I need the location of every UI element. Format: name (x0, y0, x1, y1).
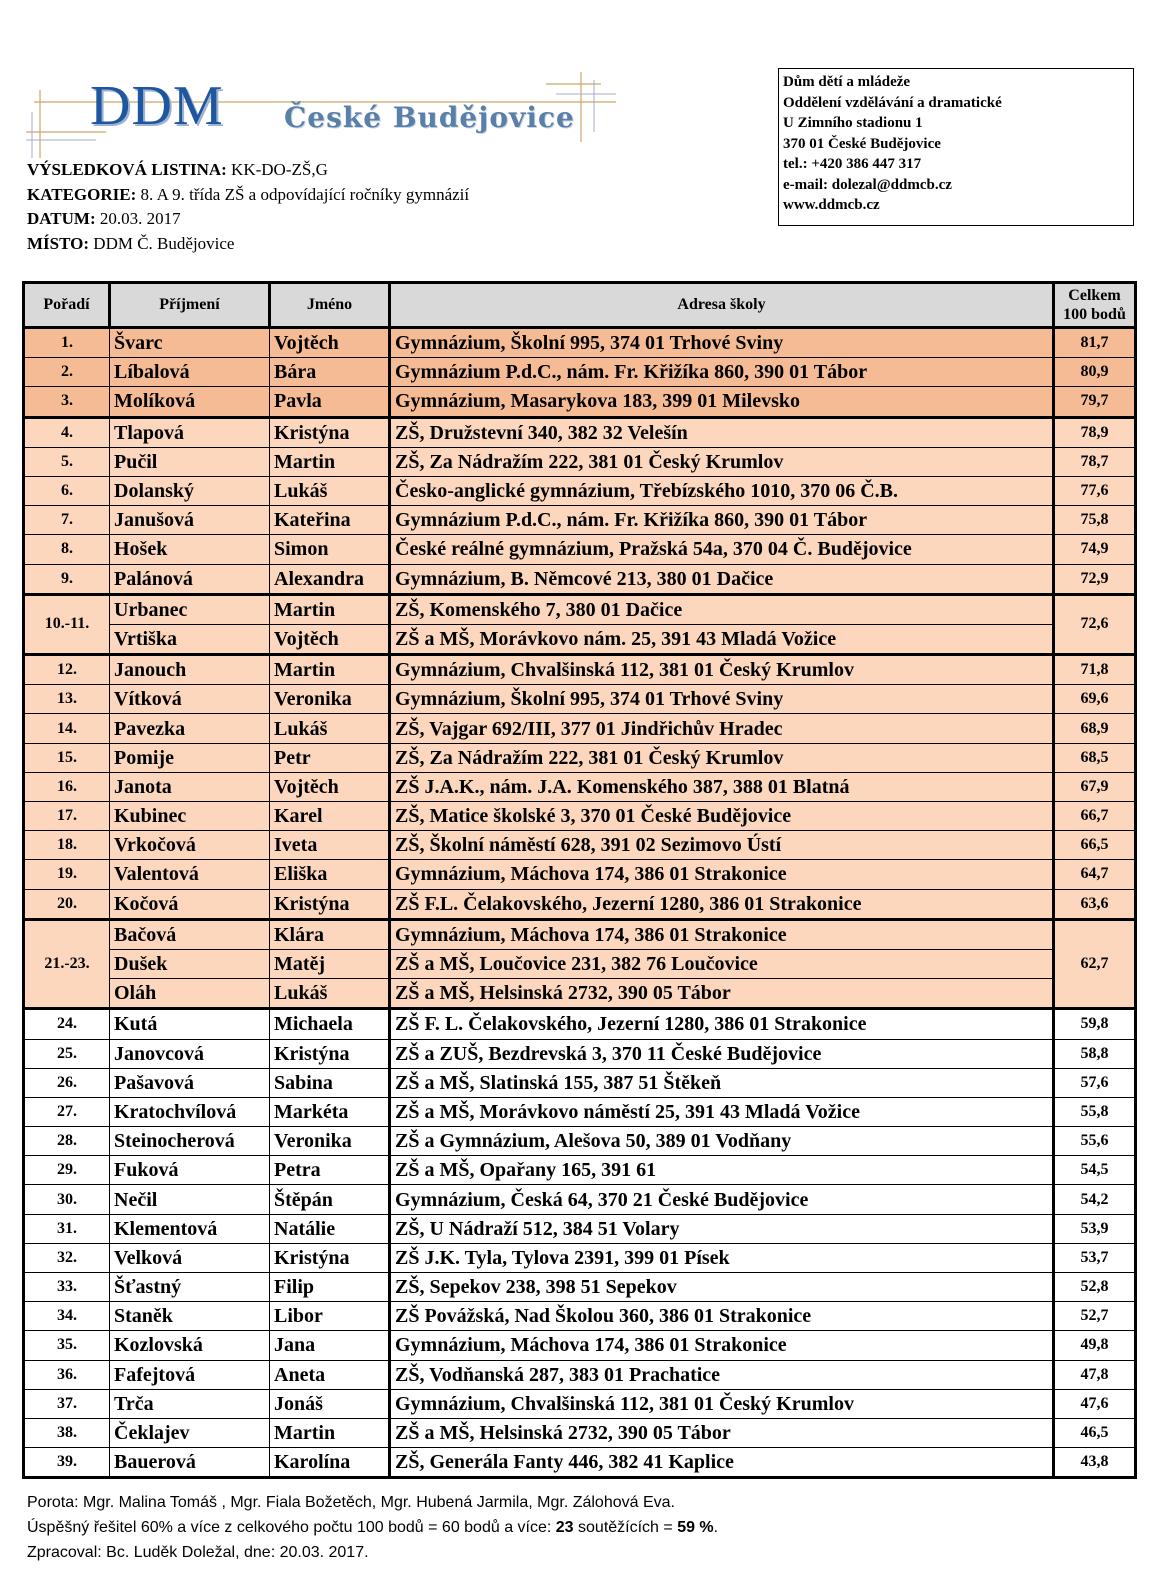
rank-cell: 29. (24, 1156, 110, 1185)
surname-cell: Pavezka (110, 714, 270, 743)
table-row (24, 506, 1136, 535)
score-cell: 57,6 (1054, 1068, 1136, 1097)
address-cell: ZŠ, Vodňanská 287, 383 01 Prachatice (390, 1360, 1054, 1389)
footer-jury: Porota: Mgr. Malina Tomáš , Mgr. Fiala Božetěch, Mgr. Hubená Jarmila, Mgr. Zálohová Eva. (27, 1494, 675, 1511)
table-row (24, 1418, 1136, 1447)
results-table (22, 281, 1137, 1479)
rank-cell: 1. (24, 328, 110, 358)
rank-cell: 37. (24, 1389, 110, 1418)
table-row (24, 1039, 1136, 1068)
surname-cell: Molíková (110, 387, 270, 417)
name-cell: Martin (270, 655, 390, 685)
table-row (24, 564, 1136, 594)
surname-cell: Velková (110, 1243, 270, 1272)
score-cell: 68,5 (1054, 743, 1136, 772)
rank-cell: 20. (24, 889, 110, 919)
score-cell: 43,8 (1054, 1448, 1136, 1478)
table-row (24, 1331, 1136, 1360)
header-total-line2: 100 bodů (1063, 306, 1126, 323)
rank-cell: 39. (24, 1448, 110, 1478)
address-cell: Gymnázium P.d.C., nám. Fr. Křižíka 860, 390 01 Tábor (390, 506, 1054, 535)
score-cell: 69,6 (1054, 685, 1136, 714)
name-cell: Klára (270, 919, 390, 949)
header-surname: Příjmení (110, 283, 270, 328)
name-cell: Vojtěch (270, 328, 390, 358)
score-cell: 80,9 (1054, 358, 1136, 387)
rank-cell: 28. (24, 1127, 110, 1156)
name-cell: Libor (270, 1302, 390, 1331)
table-row (24, 417, 1136, 447)
address-cell: ZŠ, Školní náměstí 628, 391 02 Sezimovo Ústí (390, 831, 1054, 860)
rank-cell: 8. (24, 535, 110, 564)
rank-cell: 26. (24, 1068, 110, 1097)
table-row (24, 447, 1136, 476)
surname-cell: Švarc (110, 328, 270, 358)
surname-cell: Hošek (110, 535, 270, 564)
surname-cell: Fafejtová (110, 1360, 270, 1389)
surname-cell: Tlapová (110, 417, 270, 447)
name-cell: Petr (270, 743, 390, 772)
meta-date-value: 20.03. 2017 (99, 209, 181, 228)
address-cell: ZŠ, Za Nádražím 222, 381 01 Český Krumlov (390, 447, 1054, 476)
surname-cell: Pučil (110, 447, 270, 476)
name-cell: Kateřina (270, 506, 390, 535)
contact-box (778, 68, 1134, 226)
table-row (24, 831, 1136, 860)
header-address: Adresa školy (390, 283, 1054, 328)
rank-cell: 9. (24, 564, 110, 594)
score-cell: 64,7 (1054, 860, 1136, 889)
name-cell: Lukáš (270, 714, 390, 743)
name-cell: Matěj (270, 949, 390, 978)
footer-notes (27, 1490, 718, 1565)
surname-cell: Šťastný (110, 1273, 270, 1302)
score-cell: 66,7 (1054, 802, 1136, 831)
footer-success-text: Úspěšný řešitel 60% a více z celkového počtu 100 bodů = 60 bodů a více: (27, 1519, 556, 1536)
footer-processed: Zpracoval: Bc. Luděk Doležal, dne: 20.03. 2017. (27, 1544, 369, 1561)
table-row (24, 714, 1136, 743)
name-cell: Veronika (270, 685, 390, 714)
score-cell: 46,5 (1054, 1418, 1136, 1447)
contact-web: www.ddmcb.cz (783, 197, 880, 213)
meta-category-label: KATEGORIE: (27, 184, 137, 204)
contact-phone: tel.: +420 386 447 317 (783, 156, 922, 172)
score-cell: 54,5 (1054, 1156, 1136, 1185)
rank-cell: 38. (24, 1418, 110, 1447)
surname-cell: Vrkočová (110, 831, 270, 860)
name-cell: Martin (270, 447, 390, 476)
address-cell: Gymnázium, Máchova 174, 386 01 Strakonice (390, 919, 1054, 949)
surname-cell: Kubinec (110, 802, 270, 831)
name-cell: Iveta (270, 831, 390, 860)
table-row (24, 889, 1136, 919)
table-row (24, 919, 1136, 949)
score-cell: 54,2 (1054, 1185, 1136, 1214)
score-cell: 75,8 (1054, 506, 1136, 535)
table-row (24, 1448, 1136, 1478)
surname-cell: Bauerová (110, 1448, 270, 1478)
address-cell: ZŠ a MŠ, Morávkovo nám. 25, 391 43 Mladá Vožice (390, 624, 1054, 654)
meta-list-line (27, 158, 469, 183)
header-total-line1: Celkem (1068, 287, 1121, 304)
name-cell: Kristýna (270, 1039, 390, 1068)
table-row (24, 685, 1136, 714)
rank-cell: 34. (24, 1302, 110, 1331)
footer-success-count: 23 (555, 1519, 574, 1536)
rank-cell: 30. (24, 1185, 110, 1214)
name-cell: Pavla (270, 387, 390, 417)
meta-place-value: DDM Č. Budějovice (93, 233, 235, 253)
contact-line: Dům dětí a mládeže (783, 74, 911, 90)
logo-ddm-text: DDM (90, 75, 224, 137)
ddm-logo (26, 72, 616, 158)
rank-cell: 12. (24, 655, 110, 685)
rank-cell: 27. (24, 1097, 110, 1126)
address-cell: ZŠ J.A.K., nám. J.A. Komenského 387, 388 01 Blatná (390, 772, 1054, 801)
surname-cell: Kutá (110, 1009, 270, 1039)
table-row (24, 1360, 1136, 1389)
score-cell: 58,8 (1054, 1039, 1136, 1068)
address-cell: Gymnázium, Máchova 174, 386 01 Strakonice (390, 860, 1054, 889)
score-cell: 59,8 (1054, 1009, 1136, 1039)
table-row (24, 743, 1136, 772)
rank-cell: 5. (24, 447, 110, 476)
score-cell: 55,8 (1054, 1097, 1136, 1126)
score-cell: 52,8 (1054, 1273, 1136, 1302)
name-cell: Simon (270, 535, 390, 564)
address-cell: ZŠ a ZUŠ, Bezdrevská 3, 370 11 České Budějovice (390, 1039, 1054, 1068)
table-row (24, 655, 1136, 685)
address-cell: ZŠ a MŠ, Slatinská 155, 387 51 Štěkeň (390, 1068, 1054, 1097)
rank-cell: 10.-11. (24, 594, 110, 654)
address-cell: České reálné gymnázium, Pražská 54a, 370 04 Č. Budějovice (390, 535, 1054, 564)
address-cell: Gymnázium, B. Němcové 213, 380 01 Dačice (390, 564, 1054, 594)
name-cell: Petra (270, 1156, 390, 1185)
surname-cell: Dušek (110, 949, 270, 978)
score-cell: 66,5 (1054, 831, 1136, 860)
surname-cell: Vrtiška (110, 624, 270, 654)
rank-cell: 24. (24, 1009, 110, 1039)
address-cell: Gymnázium, Česká 64, 370 21 České Budějovice (390, 1185, 1054, 1214)
address-cell: Gymnázium, Máchova 174, 386 01 Strakonice (390, 1331, 1054, 1360)
rank-cell: 17. (24, 802, 110, 831)
surname-cell: Kočová (110, 889, 270, 919)
name-cell: Karolína (270, 1448, 390, 1478)
surname-cell: Kratochvílová (110, 1097, 270, 1126)
address-cell: ZŠ F.L. Čelakovského, Jezerní 1280, 386 01 Strakonice (390, 889, 1054, 919)
name-cell: Kristýna (270, 1243, 390, 1272)
rank-cell: 21.-23. (24, 919, 110, 1009)
table-row (24, 802, 1136, 831)
header-name: Jméno (270, 283, 390, 328)
contact-line: Oddělení vzdělávání a dramatické (783, 94, 1002, 111)
name-cell: Martin (270, 594, 390, 624)
address-cell: ZŠ J.K. Tyla, Tylova 2391, 399 01 Písek (390, 1243, 1054, 1272)
table-row (24, 1214, 1136, 1243)
score-cell: 53,9 (1054, 1214, 1136, 1243)
footer-success-end: . (713, 1519, 719, 1536)
meta-category-line (27, 183, 469, 208)
name-cell: Kristýna (270, 889, 390, 919)
table-row (24, 328, 1136, 358)
surname-cell: Bačová (110, 919, 270, 949)
meta-list-value: KK-DO-ZŠ,G (231, 160, 328, 179)
address-cell: ZŠ, Družstevní 340, 382 32 Velešín (390, 417, 1054, 447)
rank-cell: 2. (24, 358, 110, 387)
meta-date-label: DATUM: (27, 209, 96, 228)
surname-cell: Janota (110, 772, 270, 801)
surname-cell: Janouch (110, 655, 270, 685)
contact-line: U Zimního stadionu 1 (783, 115, 923, 131)
score-cell: 68,9 (1054, 714, 1136, 743)
meta-date-line (27, 207, 469, 232)
address-cell: Gymnázium, Masarykova 183, 399 01 Milevsko (390, 387, 1054, 417)
address-cell: Česko-anglické gymnázium, Třebízského 1010, 370 06 Č.B. (390, 476, 1054, 505)
name-cell: Filip (270, 1273, 390, 1302)
score-cell: 63,6 (1054, 889, 1136, 919)
score-cell: 53,7 (1054, 1243, 1136, 1272)
surname-cell: Nečil (110, 1185, 270, 1214)
address-cell: Gymnázium, Chvalšinská 112, 381 01 Český Krumlov (390, 655, 1054, 685)
surname-cell: Líbalová (110, 358, 270, 387)
logo-city-text: České Budějovice (284, 101, 575, 134)
score-cell: 72,9 (1054, 564, 1136, 594)
rank-cell: 15. (24, 743, 110, 772)
score-cell: 47,6 (1054, 1389, 1136, 1418)
name-cell: Lukáš (270, 979, 390, 1009)
address-cell: ZŠ F. L. Čelakovského, Jezerní 1280, 386 01 Strakonice (390, 1009, 1054, 1039)
table-row (24, 1185, 1136, 1214)
score-cell: 77,6 (1054, 476, 1136, 505)
score-cell: 78,9 (1054, 417, 1136, 447)
surname-cell: Pomije (110, 743, 270, 772)
surname-cell: Oláh (110, 979, 270, 1009)
rank-cell: 4. (24, 417, 110, 447)
footer-success-percent: 59 % (677, 1519, 714, 1536)
address-cell: ZŠ a MŠ, Helsinská 2732, 390 05 Tábor (390, 979, 1054, 1009)
rank-cell: 36. (24, 1360, 110, 1389)
name-cell: Alexandra (270, 564, 390, 594)
meta-place-label: MÍSTO: (27, 233, 90, 253)
table-row (24, 1389, 1136, 1418)
address-cell: Gymnázium, Chvalšinská 112, 381 01 Český Krumlov (390, 1389, 1054, 1418)
rank-cell: 25. (24, 1039, 110, 1068)
address-cell: Gymnázium P.d.C., nám. Fr. Křižíka 860, 390 01 Tábor (390, 358, 1054, 387)
address-cell: ZŠ a Gymnázium, Alešova 50, 389 01 Vodňany (390, 1127, 1054, 1156)
name-cell: Bára (270, 358, 390, 387)
rank-cell: 14. (24, 714, 110, 743)
result-meta (27, 158, 469, 256)
rank-cell: 19. (24, 860, 110, 889)
table-row (24, 1068, 1136, 1097)
name-cell: Eliška (270, 860, 390, 889)
address-cell: ZŠ a MŠ, Opařany 165, 391 61 (390, 1156, 1054, 1185)
address-cell: Gymnázium, Školní 995, 374 01 Trhové Sviny (390, 328, 1054, 358)
name-cell: Jana (270, 1331, 390, 1360)
table-row (24, 624, 1136, 654)
surname-cell: Janušová (110, 506, 270, 535)
surname-cell: Valentová (110, 860, 270, 889)
score-cell: 71,8 (1054, 655, 1136, 685)
surname-cell: Palánová (110, 564, 270, 594)
name-cell: Štěpán (270, 1185, 390, 1214)
table-row (24, 594, 1136, 624)
address-cell: ZŠ, Sepekov 238, 398 51 Sepekov (390, 1273, 1054, 1302)
table-row (24, 772, 1136, 801)
surname-cell: Trča (110, 1389, 270, 1418)
table-row (24, 1243, 1136, 1272)
rank-cell: 32. (24, 1243, 110, 1272)
surname-cell: Pašavová (110, 1068, 270, 1097)
score-cell: 47,8 (1054, 1360, 1136, 1389)
name-cell: Martin (270, 1418, 390, 1447)
score-cell: 81,7 (1054, 328, 1136, 358)
score-cell: 49,8 (1054, 1331, 1136, 1360)
table-row (24, 1273, 1136, 1302)
score-cell: 62,7 (1054, 919, 1136, 1009)
meta-category-value: 8. A 9. třída ZŠ a odpovídající ročníky gymnázií (140, 184, 470, 204)
table-row (24, 1302, 1136, 1331)
table-row (24, 1156, 1136, 1185)
table-row (24, 535, 1136, 564)
name-cell: Veronika (270, 1127, 390, 1156)
meta-place-line (27, 232, 469, 257)
meta-list-label: VÝSLEDKOVÁ LISTINA: (27, 160, 227, 179)
table-row (24, 860, 1136, 889)
rank-cell: 18. (24, 831, 110, 860)
address-cell: ZŠ a MŠ, Morávkovo náměstí 25, 391 43 Mladá Vožice (390, 1097, 1054, 1126)
score-cell: 72,6 (1054, 594, 1136, 654)
address-cell: ZŠ a MŠ, Loučovice 231, 382 76 Loučovice (390, 949, 1054, 978)
table-row (24, 1009, 1136, 1039)
score-cell: 67,9 (1054, 772, 1136, 801)
score-cell: 55,6 (1054, 1127, 1136, 1156)
surname-cell: Dolanský (110, 476, 270, 505)
name-cell: Vojtěch (270, 624, 390, 654)
surname-cell: Janovcová (110, 1039, 270, 1068)
score-cell: 78,7 (1054, 447, 1136, 476)
name-cell: Sabina (270, 1068, 390, 1097)
name-cell: Lukáš (270, 476, 390, 505)
table-row (24, 949, 1136, 978)
surname-cell: Urbanec (110, 594, 270, 624)
address-cell: ZŠ Povážská, Nad Školou 360, 386 01 Strakonice (390, 1302, 1054, 1331)
address-cell: ZŠ a MŠ, Helsinská 2732, 390 05 Tábor (390, 1418, 1054, 1447)
table-row (24, 1097, 1136, 1126)
address-cell: ZŠ, Za Nádražím 222, 381 01 Český Krumlov (390, 743, 1054, 772)
surname-cell: Kozlovská (110, 1331, 270, 1360)
rank-cell: 6. (24, 476, 110, 505)
table-row (24, 358, 1136, 387)
table-row (24, 1127, 1136, 1156)
name-cell: Jonáš (270, 1389, 390, 1418)
score-cell: 79,7 (1054, 387, 1136, 417)
rank-cell: 13. (24, 685, 110, 714)
rank-cell: 35. (24, 1331, 110, 1360)
rank-cell: 33. (24, 1273, 110, 1302)
name-cell: Michaela (270, 1009, 390, 1039)
name-cell: Vojtěch (270, 772, 390, 801)
name-cell: Kristýna (270, 417, 390, 447)
contact-line: 370 01 České Budějovice (783, 135, 941, 152)
table-row (24, 476, 1136, 505)
rank-cell: 31. (24, 1214, 110, 1243)
rank-cell: 16. (24, 772, 110, 801)
surname-cell: Vítková (110, 685, 270, 714)
surname-cell: Čeklajev (110, 1418, 270, 1447)
address-cell: ZŠ, Generála Fanty 446, 382 41 Kaplice (390, 1448, 1054, 1478)
address-cell: ZŠ, Vajgar 692/III, 377 01 Jindřichův Hradec (390, 714, 1054, 743)
name-cell: Aneta (270, 1360, 390, 1389)
name-cell: Natálie (270, 1214, 390, 1243)
rank-cell: 3. (24, 387, 110, 417)
address-cell: ZŠ, Komenského 7, 380 01 Dačice (390, 594, 1054, 624)
table-body (24, 328, 1136, 1478)
header-total (1054, 283, 1136, 328)
footer-success (27, 1515, 718, 1540)
contact-email: e-mail: dolezal@ddmcb.cz (783, 176, 952, 193)
table-row (24, 387, 1136, 417)
footer-success-text2: soutěžících = (573, 1519, 678, 1536)
header-rank: Pořadí (24, 283, 110, 328)
name-cell: Markéta (270, 1097, 390, 1126)
address-cell: Gymnázium, Školní 995, 374 01 Trhové Sviny (390, 685, 1054, 714)
table-row (24, 979, 1136, 1009)
address-cell: ZŠ, Matice školské 3, 370 01 České Budějovice (390, 802, 1054, 831)
surname-cell: Steinocherová (110, 1127, 270, 1156)
rank-cell: 7. (24, 506, 110, 535)
surname-cell: Klementová (110, 1214, 270, 1243)
address-cell: ZŠ, U Nádraží 512, 384 51 Volary (390, 1214, 1054, 1243)
table-header-row (24, 283, 1136, 328)
surname-cell: Fuková (110, 1156, 270, 1185)
name-cell: Karel (270, 802, 390, 831)
score-cell: 52,7 (1054, 1302, 1136, 1331)
score-cell: 74,9 (1054, 535, 1136, 564)
surname-cell: Staněk (110, 1302, 270, 1331)
